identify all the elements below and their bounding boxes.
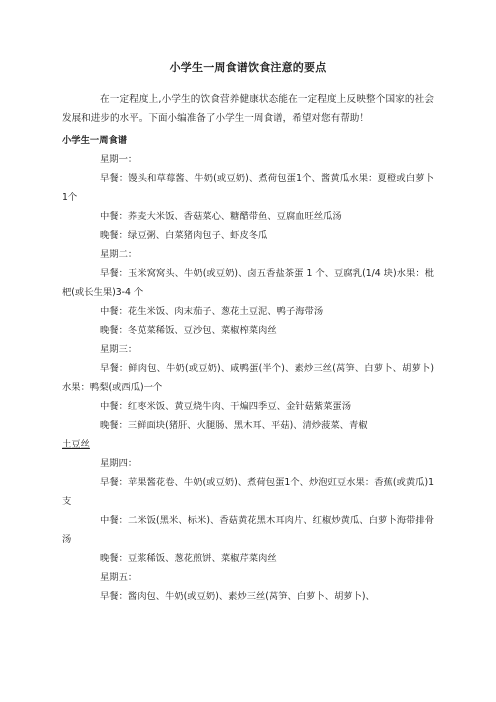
dinner-line: 晚餐：三鲜面块(猪肝、火腿肠、黑木耳、平菇)、清炒菠菜、青椒 — [100, 420, 368, 431]
day-heading: 星期三： — [100, 344, 138, 355]
section-title: 小学生一周食谱 — [62, 135, 128, 146]
lunch-line: 中餐：红枣米饭、黄豆烧牛肉、干煸四季豆、金针菇紫菜蛋汤 — [100, 401, 352, 412]
day-heading: 星期二： — [100, 249, 138, 260]
breakfast-line: 早餐：馒头和草莓酱、牛奶(或豆奶)、煮荷包蛋1个、酱黄瓜水果：夏橙或白萝卜1个 — [62, 173, 434, 203]
lunch-line: 中餐：荞麦大米饭、香菇菜心、糖醋带鱼、豆腐血旺丝瓜汤 — [100, 211, 342, 222]
breakfast-line: 早餐：玉米窝窝头、牛奶(或豆奶)、卤五香盐茶蛋 1 个、豆腐乳(1/4 块)水果：枇杷(或长生果)3-4 个 — [62, 268, 434, 298]
document-title: 小学生一周食谱饮食注意的要点 — [169, 61, 327, 74]
lunch-line: 中餐：二米饭(黑米、标米)、香菇黄花黑木耳肉片、红椒炒黄瓜、白萝卜海带排骨汤 — [62, 515, 434, 545]
breakfast-line: 早餐：鲜肉包、牛奶(或豆奶)、咸鸭蛋(半个)、素炒三丝(莴笋、白萝卜、胡萝卜)水果：鸭梨(或西瓜)一个 — [62, 363, 434, 393]
dinner-line-continued: 土豆丝 — [62, 439, 90, 450]
day-heading: 星期一： — [100, 154, 138, 165]
intro-paragraph: 在一定程度上,小学生的饮食营养健康状态能在一定程度上反映整个国家的社会发展和进步的水平。下面小编准备了小学生一周食谱，希望对您有帮助！ — [62, 94, 434, 124]
dinner-line: 晚餐：冬苋菜稀饭、豆沙包、菜椒榨菜肉丝 — [100, 325, 277, 336]
dinner-line: 晚餐：绿豆粥、白菜猪肉包子、虾皮冬瓜 — [100, 230, 268, 241]
lunch-line: 中餐：花生米饭、肉末茄子、葱花土豆泥、鸭子海带汤 — [100, 306, 324, 317]
breakfast-line: 早餐：酱肉包、牛奶(或豆奶)、素炒三丝(莴笋、白萝卜、胡萝卜)、 — [100, 591, 375, 602]
dinner-line: 晚餐：豆浆稀饭、葱花煎饼、菜椒芹菜肉丝 — [100, 553, 277, 564]
document-page — [62, 60, 434, 606]
day-heading: 星期五： — [100, 572, 138, 583]
day-heading: 星期四： — [100, 458, 138, 469]
breakfast-line: 早餐：苹果酱花卷、牛奶(或豆奶)、煮荷包蛋1个、炒泡豇豆水果：香蕉(或黄瓜)1 支 — [62, 477, 434, 507]
